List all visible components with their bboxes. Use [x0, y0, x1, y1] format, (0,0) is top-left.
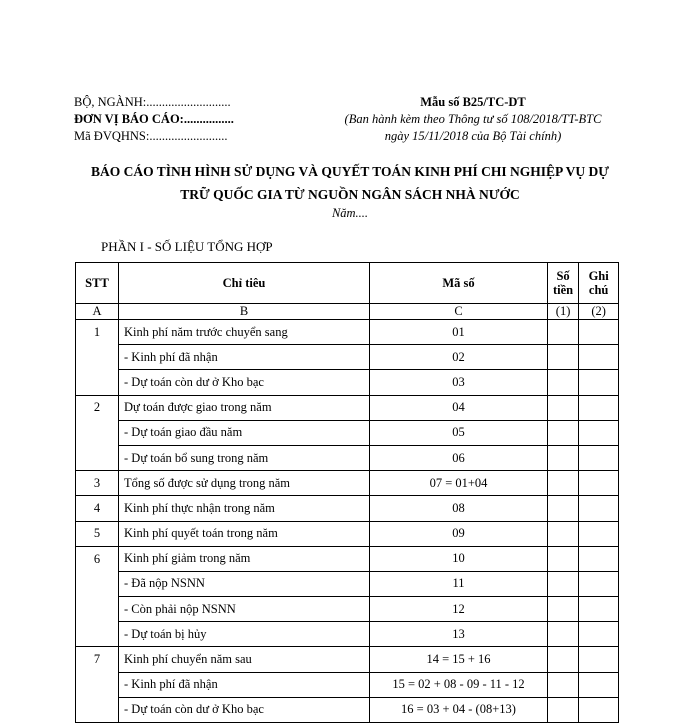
- amount-cell: [548, 471, 579, 496]
- amount-cell: [548, 546, 579, 571]
- indicator-cell: - Dự toán còn dư ở Kho bạc: [119, 697, 370, 722]
- table-row: [76, 571, 619, 596]
- header-code: Mã số: [370, 263, 548, 304]
- amount-cell: [548, 697, 579, 722]
- amount-cell: [548, 622, 579, 647]
- code-cell: 03: [370, 370, 548, 395]
- letter-cell: A: [76, 304, 119, 320]
- amount-cell: [548, 521, 579, 546]
- note-cell: [579, 345, 619, 370]
- note-cell: [579, 571, 619, 596]
- code-cell: 16 = 03 + 04 - (08+13): [370, 697, 548, 722]
- header-left: [74, 94, 234, 145]
- table-row: [76, 496, 619, 521]
- stt-cell: [76, 370, 119, 395]
- stt-cell: [76, 697, 119, 722]
- note-cell: [579, 597, 619, 622]
- table-row: [76, 471, 619, 496]
- note-cell: [579, 622, 619, 647]
- amount-cell: [548, 345, 579, 370]
- table-row: [76, 622, 619, 647]
- stt-cell: [76, 345, 119, 370]
- stt-cell: [76, 672, 119, 697]
- header-amount-line-2: tiền: [553, 283, 574, 297]
- amount-cell: [548, 496, 579, 521]
- code-cell: 12: [370, 597, 548, 622]
- header-amount: [548, 263, 579, 304]
- table-row: [76, 597, 619, 622]
- stt-cell: 1: [76, 320, 119, 345]
- stt-cell: 5: [76, 521, 119, 546]
- indicator-cell: Kinh phí thực nhận trong năm: [119, 496, 370, 521]
- indicator-cell: Dự toán được giao trong năm: [119, 395, 370, 420]
- stt-cell: 2: [76, 395, 119, 420]
- letter-cell: (2): [579, 304, 619, 320]
- amount-cell: [548, 420, 579, 445]
- amount-cell: [548, 647, 579, 672]
- issued-line-2: ngày 15/11/2018 của Bộ Tài chính): [384, 129, 562, 143]
- issued-line-1: (Ban hành kèm theo Thông tư số 108/2018/TT-BTC: [344, 112, 602, 126]
- column-letter-row: [76, 304, 619, 320]
- indicator-cell: - Kinh phí đã nhận: [119, 345, 370, 370]
- stt-cell: [76, 597, 119, 622]
- note-cell: [579, 395, 619, 420]
- code-cell: 08: [370, 496, 548, 521]
- amount-cell: [548, 370, 579, 395]
- indicator-cell: - Đã nộp NSNN: [119, 571, 370, 596]
- table-header-row: [76, 263, 619, 304]
- header-right: [318, 94, 628, 145]
- code-cell: 01: [370, 320, 548, 345]
- indicator-cell: Kinh phí chuyển năm sau: [119, 647, 370, 672]
- code-cell: 15 = 02 + 08 - 09 - 11 - 12: [370, 672, 548, 697]
- indicator-cell: - Kinh phí đã nhận: [119, 672, 370, 697]
- stt-cell: [76, 420, 119, 445]
- table-row: [76, 672, 619, 697]
- table-row: [76, 647, 619, 672]
- stt-cell: 4: [76, 496, 119, 521]
- summary-table: [75, 262, 619, 723]
- indicator-cell: - Dự toán bổ sung trong năm: [119, 445, 370, 470]
- table-row: [76, 697, 619, 722]
- letter-cell: B: [119, 304, 370, 320]
- report-title-line-1: BÁO CÁO TÌNH HÌNH SỬ DỤNG VÀ QUYẾT TOÁN KINH PHÍ CHI NGHIỆP VỤ DỰ: [90, 164, 610, 179]
- section-heading: PHẦN I - SỐ LIỆU TỔNG HỢP: [101, 239, 273, 254]
- indicator-cell: Kinh phí giảm trong năm: [119, 546, 370, 571]
- code-cell: 09: [370, 521, 548, 546]
- note-cell: [579, 370, 619, 395]
- code-cell: 14 = 15 + 16: [370, 647, 548, 672]
- table-row: [76, 546, 619, 571]
- note-cell: [579, 471, 619, 496]
- table-row: [76, 345, 619, 370]
- note-cell: [579, 672, 619, 697]
- report-title-line-2: TRỮ QUỐC GIA TỪ NGUỒN NGÂN SÁCH NHÀ NƯỚC: [180, 187, 520, 202]
- amount-cell: [548, 320, 579, 345]
- amount-cell: [548, 672, 579, 697]
- note-cell: [579, 420, 619, 445]
- code-cell: 07 = 01+04: [370, 471, 548, 496]
- indicator-cell: - Còn phải nộp NSNN: [119, 597, 370, 622]
- letter-cell: C: [370, 304, 548, 320]
- header-note: [579, 263, 619, 304]
- amount-cell: [548, 597, 579, 622]
- unit-code-line: Mã ĐVQHNS:.........................: [74, 129, 228, 143]
- report-year: Năm....: [331, 206, 369, 220]
- stt-cell: 3: [76, 471, 119, 496]
- form-number: Mẫu số B25/TC-DT: [420, 95, 526, 109]
- stt-cell: [76, 622, 119, 647]
- code-cell: 13: [370, 622, 548, 647]
- header-name: Chỉ tiêu: [119, 263, 370, 304]
- code-cell: 10: [370, 546, 548, 571]
- header-amount-line-1: Số: [556, 269, 570, 283]
- note-cell: [579, 546, 619, 571]
- indicator-cell: Kinh phí năm trước chuyển sang: [119, 320, 370, 345]
- table-row: [76, 445, 619, 470]
- note-cell: [579, 521, 619, 546]
- amount-cell: [548, 571, 579, 596]
- letter-cell: (1): [548, 304, 579, 320]
- header-stt: STT: [76, 263, 119, 304]
- table-row: [76, 395, 619, 420]
- header-note-line-1: Ghi: [588, 269, 609, 283]
- stt-cell: 7: [76, 647, 119, 672]
- note-cell: [579, 496, 619, 521]
- amount-cell: [548, 395, 579, 420]
- note-cell: [579, 445, 619, 470]
- header-note-line-2: chú: [588, 283, 609, 297]
- table-row: [76, 420, 619, 445]
- note-cell: [579, 647, 619, 672]
- reporting-unit-line: ĐƠN VỊ BÁO CÁO:................: [74, 112, 234, 126]
- code-cell: 04: [370, 395, 548, 420]
- indicator-cell: - Dự toán giao đầu năm: [119, 420, 370, 445]
- note-cell: [579, 320, 619, 345]
- report-title: [60, 160, 640, 206]
- code-cell: 11: [370, 571, 548, 596]
- stt-cell: [76, 571, 119, 596]
- indicator-cell: - Dự toán còn dư ở Kho bạc: [119, 370, 370, 395]
- stt-cell: 6: [76, 546, 119, 571]
- code-cell: 06: [370, 445, 548, 470]
- table-row: [76, 521, 619, 546]
- code-cell: 02: [370, 345, 548, 370]
- indicator-cell: Tổng số được sử dụng trong năm: [119, 471, 370, 496]
- indicator-cell: - Dự toán bị hủy: [119, 622, 370, 647]
- note-cell: [579, 697, 619, 722]
- ministry-line: BỘ, NGÀNH:...........................: [74, 95, 231, 109]
- stt-cell: [76, 445, 119, 470]
- code-cell: 05: [370, 420, 548, 445]
- table-row: [76, 370, 619, 395]
- amount-cell: [548, 445, 579, 470]
- indicator-cell: Kinh phí quyết toán trong năm: [119, 521, 370, 546]
- table-row: [76, 320, 619, 345]
